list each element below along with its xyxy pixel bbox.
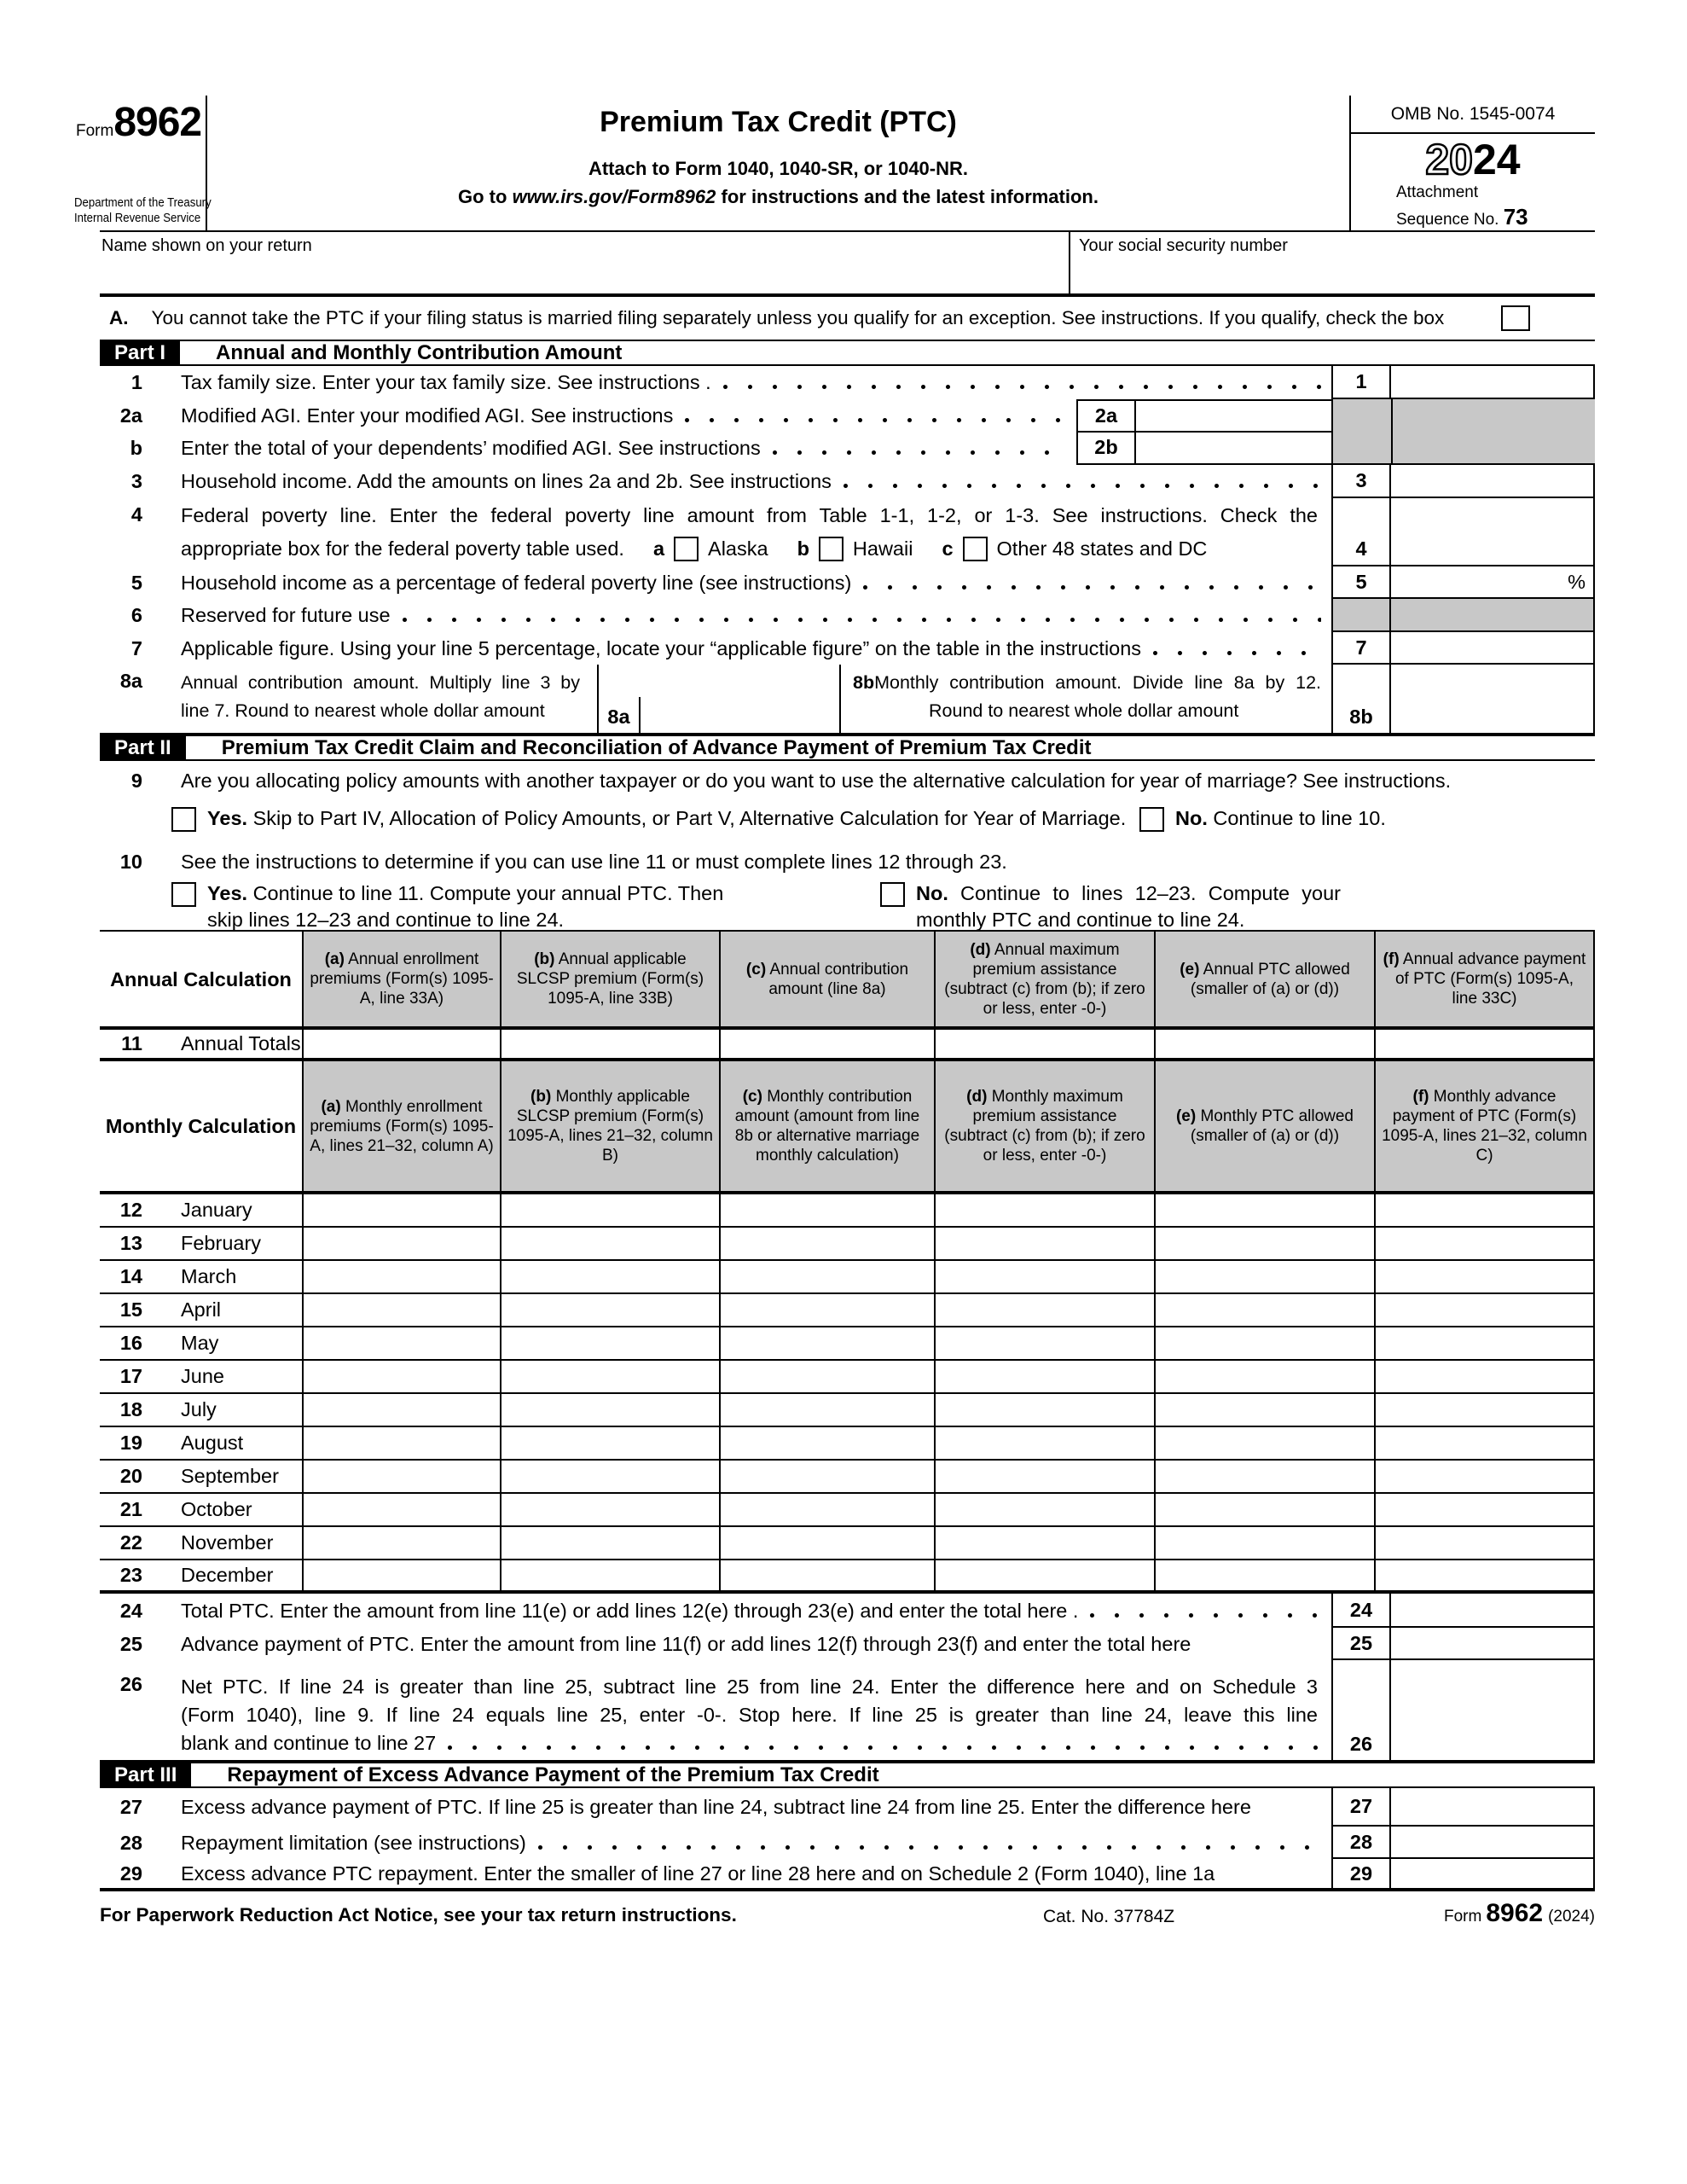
line-28: 28 Repayment limitation (see instructions) 28 — [100, 1827, 1595, 1859]
month-cell[interactable] — [304, 1461, 501, 1494]
month-cell[interactable] — [1156, 1228, 1376, 1261]
line8a-text: Annual contribution amount. Multiply line 3 by line 7. Round to nearest whole dollar amount — [181, 672, 580, 721]
part3-bar — [100, 1760, 1595, 1788]
month-cell[interactable] — [304, 1327, 501, 1361]
month-cell[interactable] — [501, 1228, 721, 1261]
line24-box-label: 24 — [1331, 1594, 1391, 1626]
line-2b: b Enter the total of your dependents’ modified AGI. See instructions 2b — [100, 433, 1331, 466]
line25-amount[interactable] — [1391, 1628, 1595, 1658]
name-ssn-band — [100, 230, 1595, 297]
line8b-text: 8bMonthly contribution amount. Divide line 8a by 12. Round to nearest whole dollar amount — [853, 672, 1321, 721]
form-header — [74, 96, 1595, 230]
dotted-leader — [403, 618, 1321, 622]
line8a-amount[interactable] — [639, 665, 841, 733]
dotted-leader — [773, 450, 1066, 455]
month-cell[interactable] — [721, 1461, 936, 1494]
annual-total-cell-a[interactable] — [304, 1030, 501, 1061]
form-footer — [100, 1899, 1595, 1935]
month-cell[interactable] — [1376, 1527, 1595, 1560]
monthly-col-b-header: (b) Monthly applicable SLCSP premium (Form(s) 1095-A, lines 21–32, column B) — [501, 1061, 721, 1194]
annual-col-f-header: (f) Annual advance payment of PTC (Form(s) 1095-A, line 33C) — [1376, 932, 1595, 1030]
goto-instruction: Go to www.irs.gov/Form8962 for instructions and the latest information. — [458, 186, 1099, 207]
month-cell[interactable] — [721, 1560, 936, 1594]
month-cell[interactable] — [304, 1394, 501, 1427]
line-29: 29 Excess advance PTC repayment. Enter the smaller of line 27 or line 28 here and on Schedule 2 (Form 1040), line 1a 29 — [100, 1859, 1595, 1888]
month-row-label: 19 August — [100, 1427, 304, 1461]
line2b-box-label: 2b — [1076, 433, 1136, 466]
dotted-leader — [863, 585, 1321, 590]
month-row-label: 14 March — [100, 1261, 304, 1294]
month-cell[interactable] — [936, 1228, 1156, 1261]
month-cell[interactable] — [936, 1494, 1156, 1527]
month-row-label: 23 December — [100, 1560, 304, 1594]
month-cell[interactable] — [721, 1294, 936, 1327]
month-cell[interactable] — [1376, 1494, 1595, 1527]
dotted-leader — [723, 385, 1321, 389]
monthly-col-e-header: (e) Monthly PTC allowed (smaller of (a) or (d)) — [1156, 1061, 1376, 1194]
annual-col-c-header: (c) Annual contribution amount (line 8a) — [721, 932, 936, 1030]
month-cell[interactable] — [936, 1560, 1156, 1594]
month-cell[interactable] — [304, 1560, 501, 1594]
month-cell[interactable] — [721, 1361, 936, 1394]
sequence-number: 73 — [1503, 204, 1528, 230]
form-8962-page — [74, 0, 1595, 1935]
month-cell[interactable] — [1156, 1327, 1376, 1361]
month-cell[interactable] — [721, 1228, 936, 1261]
line4-amount[interactable] — [1391, 498, 1595, 565]
month-cell[interactable] — [501, 1194, 721, 1228]
month-cell[interactable] — [501, 1394, 721, 1427]
line2a-box-label: 2a — [1076, 399, 1136, 433]
month-cell[interactable] — [304, 1527, 501, 1560]
annual-total-cell-c[interactable] — [721, 1030, 936, 1061]
line5-amount[interactable] — [1391, 566, 1595, 597]
annual-calculation-label: Annual Calculation — [100, 932, 304, 1030]
month-cell[interactable] — [936, 1527, 1156, 1560]
line10-no-checkbox[interactable] — [880, 882, 905, 907]
month-cell[interactable] — [501, 1494, 721, 1527]
line8a-box-label: 8a — [597, 665, 639, 733]
month-cell[interactable] — [1156, 1560, 1376, 1594]
line25-box-label: 25 — [1331, 1628, 1391, 1658]
monthly-col-c-header: (c) Monthly contribution amount (amount from line 8b or alternative marriage monthly calculation) — [721, 1061, 936, 1194]
line-4: 4 Federal poverty line. Enter the federal poverty line amount from Table 1-1, 1-2, or 1-3. See instructions. Check the appropriate box for the federal poverty table used. a Alaska b Hawaii c Other 48 states and DC 4 — [100, 498, 1595, 566]
line29-amount[interactable] — [1391, 1859, 1595, 1888]
month-cell[interactable] — [501, 1560, 721, 1594]
month-cell[interactable] — [501, 1261, 721, 1294]
month-cell[interactable] — [501, 1327, 721, 1361]
annual-total-cell-f[interactable] — [1376, 1030, 1595, 1061]
line1-box-label: 1 — [1331, 366, 1391, 398]
month-cell[interactable] — [721, 1494, 936, 1527]
month-cell[interactable] — [936, 1327, 1156, 1361]
line26-amount[interactable] — [1391, 1660, 1595, 1760]
paperwork-notice: For Paperwork Reduction Act Notice, see your tax return instructions. — [100, 1904, 737, 1926]
line3-amount[interactable] — [1391, 465, 1595, 497]
month-cell[interactable] — [304, 1494, 501, 1527]
month-cell[interactable] — [304, 1261, 501, 1294]
dept-line2: Internal Revenue Service — [74, 211, 201, 226]
line-7: 7 Applicable figure. Using your line 5 percentage, locate your “applicable figure” on the table in the instructions 7 — [100, 632, 1595, 665]
line-2a: 2a Modified AGI. Enter your modified AGI. See instructions 2a — [100, 399, 1331, 433]
line27-amount[interactable] — [1391, 1788, 1595, 1825]
form-number: 8962 — [113, 100, 202, 145]
notice-a — [100, 297, 1595, 340]
month-cell[interactable] — [1156, 1294, 1376, 1327]
line7-amount[interactable] — [1391, 632, 1595, 663]
annual-total-cell-e[interactable] — [1156, 1030, 1376, 1061]
month-cell[interactable] — [1376, 1261, 1595, 1294]
catalog-number: Cat. No. 37784Z — [1043, 1907, 1175, 1926]
month-cell[interactable] — [304, 1294, 501, 1327]
month-row-label: 15 April — [100, 1294, 304, 1327]
month-cell[interactable] — [936, 1361, 1156, 1394]
line28-box-label: 28 — [1331, 1827, 1391, 1857]
month-cell[interactable] — [1376, 1394, 1595, 1427]
annual-total-cell-b[interactable] — [501, 1030, 721, 1061]
month-cell[interactable] — [1376, 1294, 1595, 1327]
attach-instruction: Attach to Form 1040, 1040-SR, or 1040-NR. — [588, 158, 969, 179]
line29-box-label: 29 — [1331, 1859, 1391, 1888]
row-11-label: 11 Annual Totals — [100, 1030, 304, 1061]
month-cell[interactable] — [1156, 1361, 1376, 1394]
month-row-label: 12 January — [100, 1194, 304, 1228]
name-input[interactable]: Name shown on your return — [101, 236, 312, 255]
month-cell[interactable] — [1156, 1494, 1376, 1527]
part3-body — [100, 1788, 1595, 1891]
page-title: Premium Tax Credit (PTC) — [600, 106, 957, 138]
line-26: 26 Net PTC. If line 24 is greater than line 25, subtract line 25 from line 24. Enter the difference here and on Schedule 3 (Form 1040), line 9. If line 24 equals line 25, enter -0-. Stop here. If line 25 is greater than line 24, leave this line blank and continue to line 27 26 — [100, 1660, 1595, 1760]
part3-title: Repayment of Excess Advance Payment of the Premium Tax Credit — [227, 1763, 879, 1786]
month-cell[interactable] — [936, 1261, 1156, 1294]
annual-col-b-header: (b) Annual applicable SLCSP premium (Form(s) 1095-A, line 33B) — [501, 932, 721, 1030]
part2-title: Premium Tax Credit Claim and Reconciliation of Advance Payment of Premium Tax Credit — [221, 735, 1092, 759]
line8b-amount[interactable] — [1391, 665, 1595, 733]
percent-sign: % — [1568, 570, 1586, 593]
irs-url-link[interactable]: www.irs.gov/Form8962 — [512, 186, 716, 207]
line4-box-label: 4 — [1331, 498, 1391, 565]
line-10: 10 See the instructions to determine if you can use line 11 or must complete lines 12 through 23. — [119, 850, 1007, 873]
month-cell[interactable] — [936, 1294, 1156, 1327]
line5-box-label: 5 — [1331, 566, 1391, 597]
alaska-checkbox[interactable] — [674, 537, 699, 561]
line2ab-shaded-area — [1331, 399, 1595, 465]
month-cell[interactable] — [1156, 1427, 1376, 1461]
line9-yes-checkbox[interactable] — [171, 807, 196, 832]
line-5: 5 Household income as a percentage of federal poverty line (see instructions) 5 % — [100, 566, 1595, 599]
month-cell[interactable] — [1156, 1261, 1376, 1294]
annual-col-e-header: (e) Annual PTC allowed (smaller of (a) or (d)) — [1156, 932, 1376, 1030]
line1-amount[interactable] — [1391, 366, 1595, 398]
attachment-label: Attachment — [1396, 183, 1479, 201]
line-24: 24 Total PTC. Enter the amount from line 11(e) or add lines 12(e) through 23(e) and enter the total here . 24 — [100, 1594, 1595, 1628]
line2a-amount[interactable] — [1136, 399, 1331, 433]
line9-no-checkbox[interactable] — [1139, 807, 1164, 832]
month-cell[interactable] — [1376, 1461, 1595, 1494]
line7-box-label: 7 — [1331, 632, 1391, 663]
form-title-block — [207, 96, 1349, 230]
sequence-label: Sequence No. — [1396, 211, 1499, 229]
calculation-table — [100, 930, 1595, 1594]
line8b-box-label: 8b — [1331, 665, 1391, 733]
monthly-calculation-label: Monthly Calculation — [100, 1061, 304, 1194]
monthly-col-f-header: (f) Monthly advance payment of PTC (Form(s) 1095-A, lines 21–32, column C) — [1376, 1061, 1595, 1194]
month-row-label: 13 February — [100, 1228, 304, 1261]
month-cell[interactable] — [936, 1427, 1156, 1461]
line-9: 9 Are you allocating policy amounts with another taxpayer or do you want to use the alternative calculation for year of marriage? See instructions. — [130, 769, 1452, 792]
month-row-label: 21 October — [100, 1494, 304, 1527]
month-row-label: 16 May — [100, 1327, 304, 1361]
part2-bar — [100, 733, 1595, 761]
line6-shaded-amount — [1391, 599, 1595, 630]
annual-col-a-header: (a) Annual enrollment premiums (Form(s) 1095-A, line 33A) — [304, 932, 501, 1030]
line-27: 27 Excess advance payment of PTC. If line 25 is greater than line 24, subtract line 24 from line 25. Enter the difference here 27 — [100, 1788, 1595, 1827]
omb-block — [1349, 96, 1595, 230]
form-number-block — [74, 96, 212, 230]
hawaii-checkbox[interactable] — [819, 537, 844, 561]
month-row-label: 17 June — [100, 1361, 304, 1394]
other-states-checkbox[interactable] — [963, 537, 988, 561]
line10-options: Yes. Continue to line 11. Compute your annual PTC. Then skip lines 12–23 and continue to line 24. No. Continue to lines 12–23. Compute your monthly PTC and continue to line 24. — [100, 879, 1595, 930]
dotted-leader — [1153, 651, 1321, 655]
line9-options: Yes. Skip to Part IV, Allocation of Policy Amounts, or Part V, Alternative Calculation for Year of Marriage. No. Continue to line 10. — [100, 800, 1595, 845]
dotted-leader — [685, 418, 1066, 422]
month-cell[interactable] — [1376, 1361, 1595, 1394]
omb-number: OMB No. 1545-0074 — [1351, 96, 1595, 134]
dotted-leader — [538, 1845, 1321, 1850]
line2b-amount[interactable] — [1136, 433, 1331, 466]
part1-bar — [100, 340, 1595, 366]
line27-box-label: 27 — [1331, 1788, 1391, 1825]
month-cell[interactable] — [721, 1194, 936, 1228]
month-cell[interactable] — [1376, 1194, 1595, 1228]
dotted-leader — [844, 484, 1321, 488]
form-word: Form — [76, 122, 114, 140]
notice-a-text: You cannot take the PTC if your filing status is married filing separately unless you qualify for an exception. See instructions. If you qualify, check the box — [151, 307, 1445, 328]
line10-yes-checkbox[interactable] — [171, 882, 196, 907]
part1-label: Part I — [100, 341, 180, 364]
part3-label: Part III — [100, 1763, 191, 1786]
month-cell[interactable] — [1376, 1427, 1595, 1461]
month-cell[interactable] — [721, 1394, 936, 1427]
month-cell[interactable] — [721, 1327, 936, 1361]
line28-amount[interactable] — [1391, 1827, 1595, 1857]
month-cell[interactable] — [501, 1427, 721, 1461]
line-3: 3 Household income. Add the amounts on lines 2a and 2b. See instructions 3 — [100, 465, 1595, 498]
month-cell[interactable] — [304, 1194, 501, 1228]
annual-total-cell-d[interactable] — [936, 1030, 1156, 1061]
line6-shaded-box — [1331, 599, 1391, 630]
monthly-col-d-header: (d) Monthly maximum premium assistance (subtract (c) from (b); if zero or less, enter -0-) — [936, 1061, 1156, 1194]
line-6: 6 Reserved for future use — [100, 599, 1595, 632]
annual-col-d-header: (d) Annual maximum premium assistance (subtract (c) from (b); if zero or less, enter -0-) — [936, 932, 1156, 1030]
month-cell[interactable] — [1156, 1461, 1376, 1494]
month-cell[interactable] — [1376, 1228, 1595, 1261]
line-8: 8a Annual contribution amount. Multiply line 3 by line 7. Round to nearest whole dollar amount 8a 8bMonthly contribution amount. Divide line 8a by 12. Round to nearest whole dollar amount 8b — [100, 665, 1595, 733]
month-row-label: 18 July — [100, 1394, 304, 1427]
part1-title: Annual and Monthly Contribution Amount — [216, 340, 623, 364]
part2-label: Part II — [100, 736, 186, 759]
month-row-label: 20 September — [100, 1461, 304, 1494]
month-cell[interactable] — [1376, 1560, 1595, 1594]
month-cell[interactable] — [721, 1427, 936, 1461]
month-cell[interactable] — [501, 1294, 721, 1327]
month-cell[interactable] — [1156, 1194, 1376, 1228]
month-cell[interactable] — [936, 1194, 1156, 1228]
ssn-input[interactable]: Your social security number — [1069, 232, 1595, 293]
line-25: 25 Advance payment of PTC. Enter the amount from line 11(f) or add lines 12(f) through 23(f) and enter the total here 25 — [100, 1628, 1595, 1660]
month-cell[interactable] — [1156, 1527, 1376, 1560]
month-cell[interactable] — [304, 1228, 501, 1261]
form-footer-id: Form 8962 (2024) — [1444, 1899, 1595, 1927]
month-cell[interactable] — [501, 1361, 721, 1394]
line26-box-label: 26 — [1331, 1660, 1391, 1760]
line-1: 1 Tax family size. Enter your tax family size. See instructions . 1 — [100, 366, 1595, 399]
line24-amount[interactable] — [1391, 1594, 1595, 1626]
notice-a-letter: A. — [109, 307, 129, 328]
month-cell[interactable] — [304, 1361, 501, 1394]
line-2ab — [100, 399, 1595, 465]
exception-checkbox[interactable] — [1501, 305, 1530, 331]
month-cell[interactable] — [1156, 1394, 1376, 1427]
dotted-leader — [1090, 1613, 1321, 1618]
line3-box-label: 3 — [1331, 465, 1391, 497]
tax-year: 2024 — [1425, 136, 1521, 183]
month-cell[interactable] — [304, 1427, 501, 1461]
month-cell[interactable] — [936, 1461, 1156, 1494]
month-cell[interactable] — [721, 1527, 936, 1560]
month-cell[interactable] — [1376, 1327, 1595, 1361]
month-cell[interactable] — [501, 1461, 721, 1494]
dotted-leader — [448, 1745, 1321, 1750]
month-cell[interactable] — [501, 1527, 721, 1560]
dept-line1: Department of the Treasury — [74, 195, 212, 210]
month-cell[interactable] — [936, 1394, 1156, 1427]
month-row-label: 22 November — [100, 1527, 304, 1560]
month-cell[interactable] — [721, 1261, 936, 1294]
monthly-col-a-header: (a) Monthly enrollment premiums (Form(s) 1095-A, lines 21–32, column A) — [304, 1061, 501, 1194]
